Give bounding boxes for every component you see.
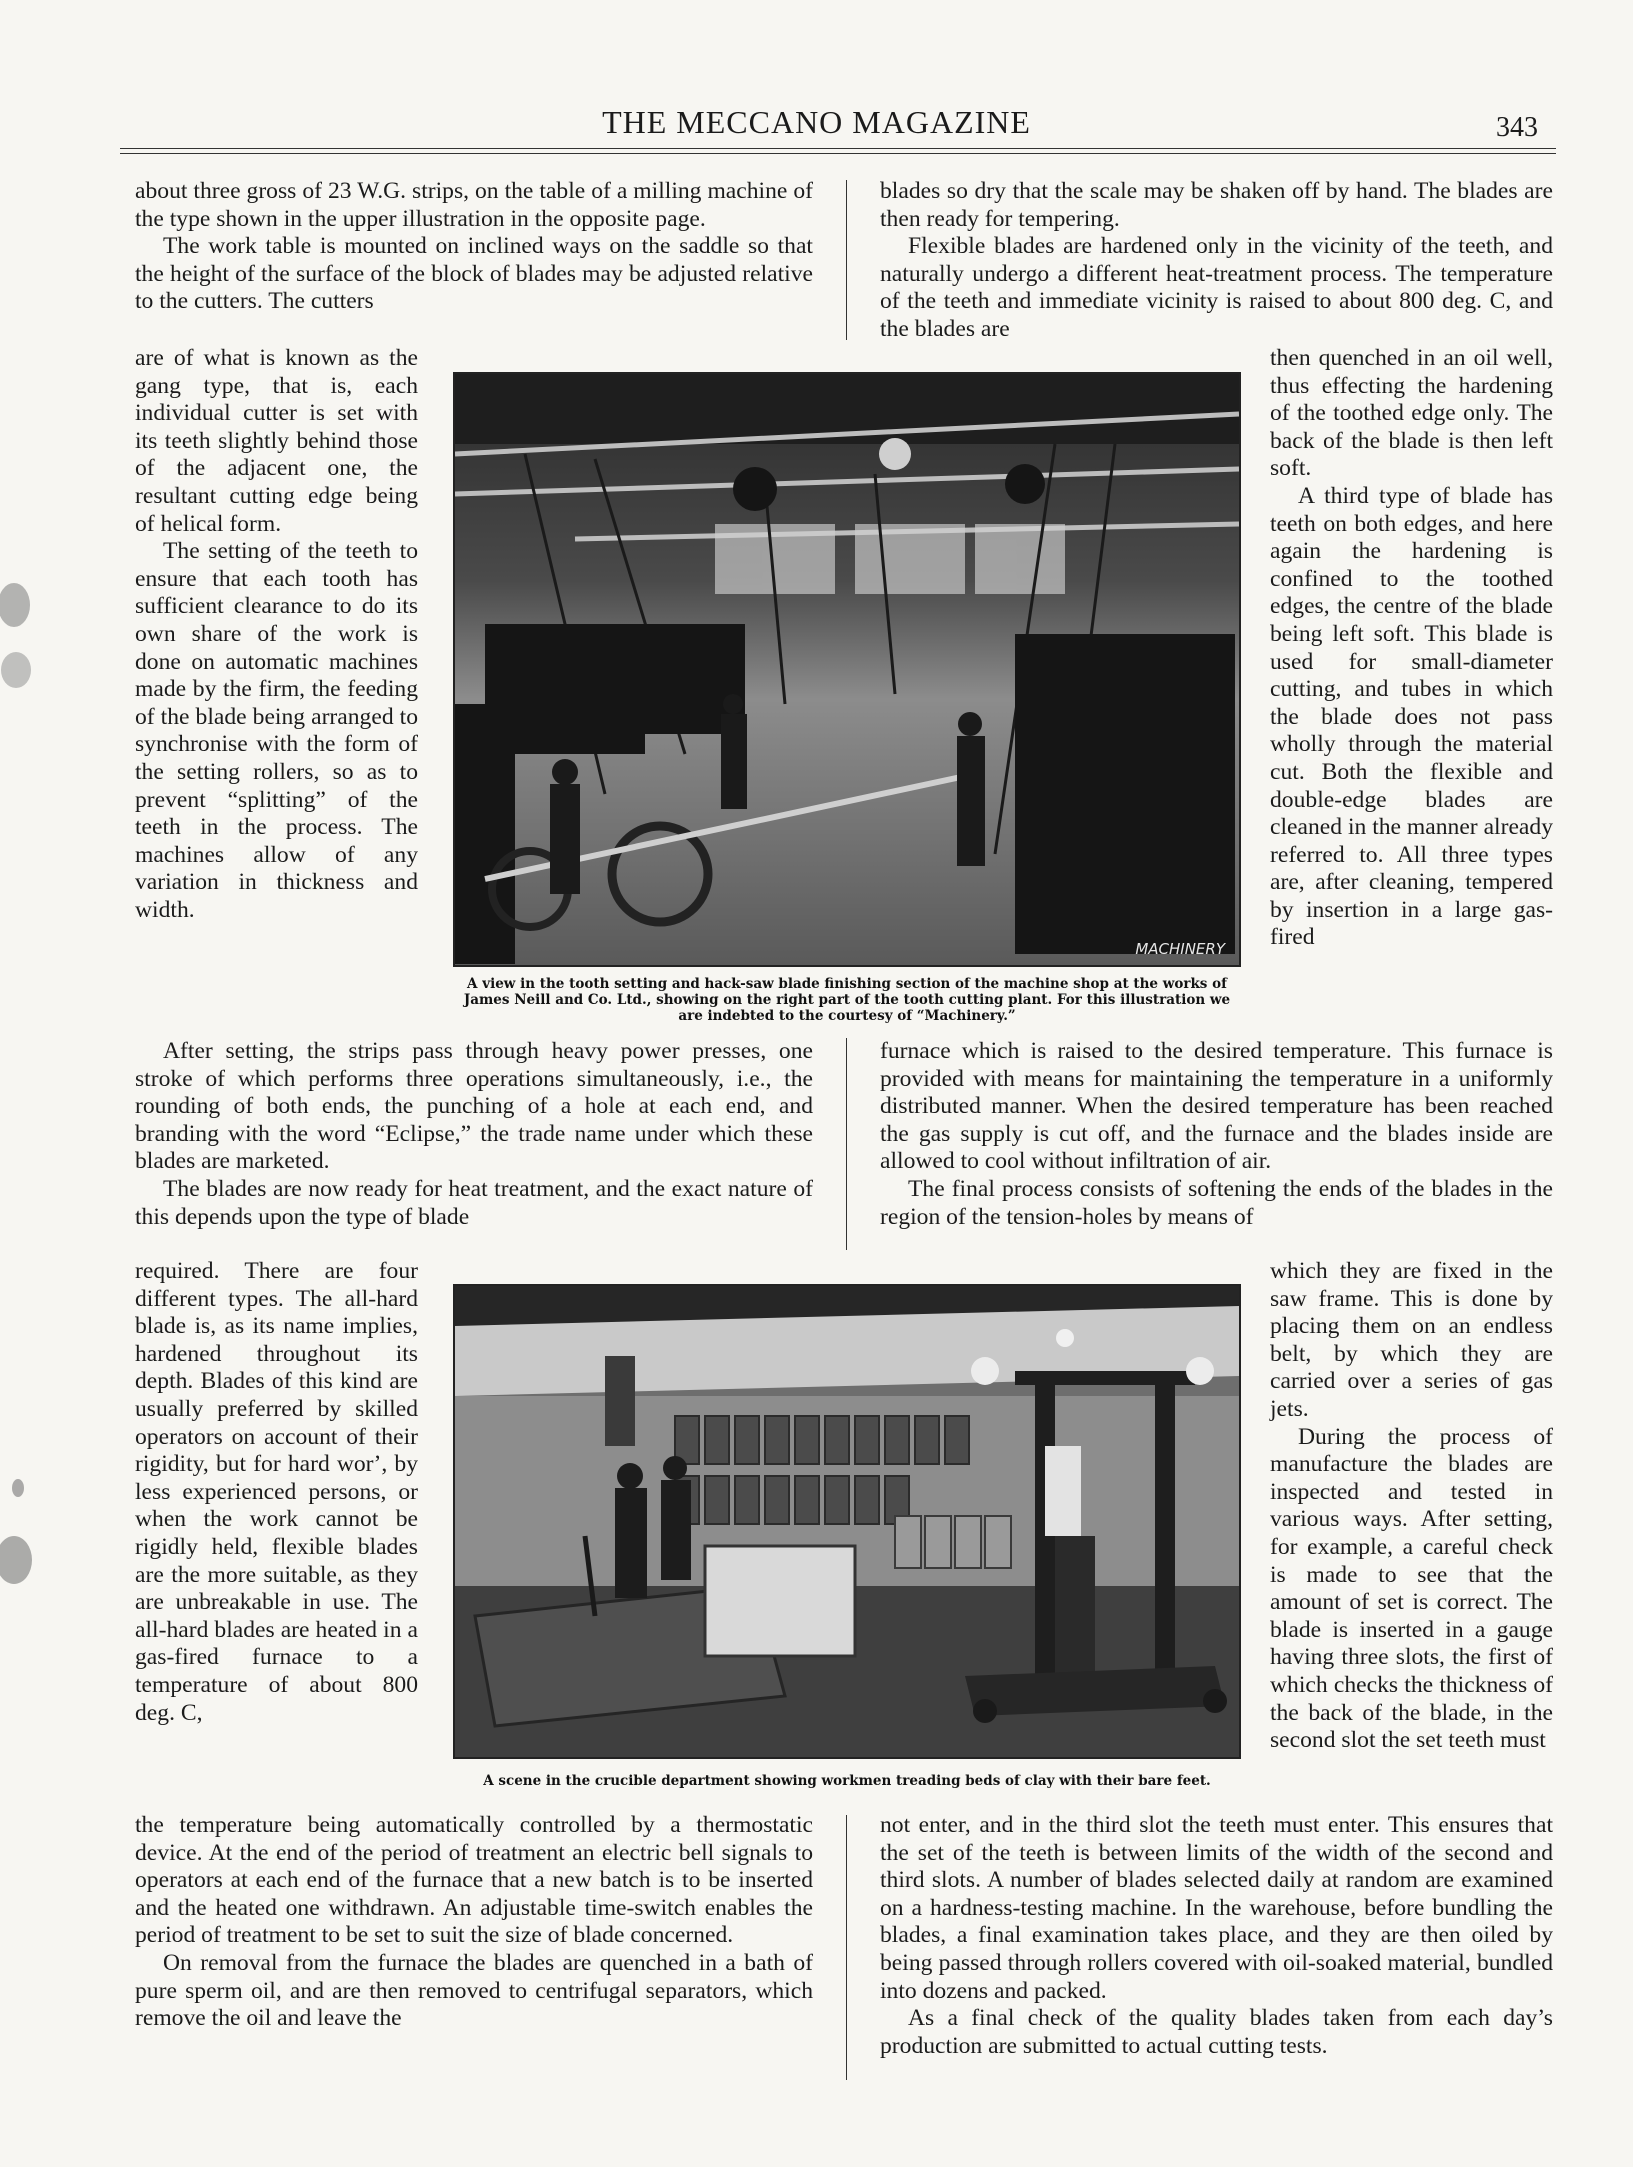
left-column-top-text <box>135 178 813 316</box>
left-column-middle-text <box>135 1038 813 1231</box>
crucible-department-photo-caption: A scene in the crucible department showing workmen treading beds of clay with their bare feet. <box>483 1773 1211 1789</box>
paragraph: During the process of manufacture the blades are inspected and tested in various ways. After setting, for example, a careful check is made to see that the amount of set is correct. The blade is inserted in a gauge having three slots, the first of which checks the thickness of the back of the blade, in the second slot the set teeth must <box>1270 1423 1553 1754</box>
right-column-top-text <box>880 178 1553 344</box>
column-divider <box>846 180 847 340</box>
paragraph: about three gross of 23 W.G. strips, on the table of a milling machine of the type shown in the upper illustration in the opposite page. <box>135 178 813 232</box>
column-divider <box>846 1038 847 1250</box>
machine-shop-photo <box>453 372 1241 967</box>
right-column-text-beside-photo <box>1270 1258 1553 1755</box>
left-column-bottom-text <box>135 1812 813 2033</box>
left-column-text-beside-photo <box>135 1258 418 1727</box>
binding-hole-shadow <box>0 1470 46 1620</box>
column-divider <box>846 1815 847 2080</box>
right-column-middle-text <box>880 1038 1553 1231</box>
machine-shop-photo-caption: A view in the tooth setting and hack-saw blade finishing section of the machine shop at the works of James Neill and Co. Ltd., showing on the right part of the tooth cutting plant. For this illustration we are indebted to the courtesy of “Machinery.” <box>463 976 1231 1024</box>
page-number: 343 <box>1496 112 1538 143</box>
paragraph: are of what is known as the gang type, that is, each individual cutter is set with its teeth slightly behind those of the adjacent one, the resultant cutting edge being of helical form. <box>135 345 418 537</box>
paragraph: As a final check of the quality blades taken from each day’s production are submitted to actual cutting tests. <box>880 2005 1553 2059</box>
paragraph: The setting of the teeth to ensure that each tooth has sufficient clearance to do its own share of the work is done on automatic machines made by the firm, the feeding of the blade being arranged to synchronise with the form of the setting rollers, so as to prevent “splitting” of the teeth in the process. The machines allow of any variation in thickness and width. <box>135 538 418 923</box>
right-column-text-beside-photo <box>1270 345 1553 952</box>
paragraph: The blades are now ready for heat treatment, and the exact nature of this depends upon the type of blade <box>135 1175 813 1230</box>
paragraph: A third type of blade has teeth on both edges, and here again the hardening is confined to the toothed edges, the centre of the blade being left soft. This blade is used for small-diameter cutting, and tubes in which the blade does not pass wholly through the material cut. Both the flexible and double-edge blades are cleaned in the manner already referred to. All three types are, after cleaning, tempered by insertion in a large gas-fired <box>1270 482 1553 951</box>
paragraph: the temperature being automatically controlled by a thermostatic device. At the end of the period of treatment an electric bell signals to operators at each end of the furnace that a new batch is to be inserted and the heated one withdrawn. An adjustable time-switch enables the period of treatment to be set to suit the size of blade concerned. <box>135 1812 813 1949</box>
magazine-title: THE MECCANO MAGAZINE <box>602 104 1031 140</box>
paragraph: furnace which is raised to the desired temperature. This furnace is provided with means for maintaining the temperature in a uniformly distributed manner. When the desired temperature has been reached the gas supply is cut off, and the furnace and the blades inside are allowed to cool without infiltration of air. <box>880 1038 1553 1175</box>
paragraph: not enter, and in the third slot the teeth must enter. This ensures that the set of the teeth is between limits of the width of the second and third slots. A number of blades selected daily at random are examined on a hardness-testing machine. In the warehouse, before bundling the blades, a final examination takes place, and they are then oiled by being passed through rollers covered with oil-soaked material, bundled into dozens and packed. <box>880 1812 1553 2004</box>
left-column-text-beside-photo <box>135 345 418 924</box>
paragraph: On removal from the furnace the blades are quenched in a bath of pure sperm oil, and are then removed to centrifugal separators, which remove the oil and leave the <box>135 1949 813 2032</box>
paragraph: Flexible blades are hardened only in the vicinity of the teeth, and naturally undergo a different heat-treatment process. The temperature of the teeth and immediate vicinity is raised to about 800 deg. C, and the blades are <box>880 233 1553 342</box>
machine-shop-illustration <box>455 374 1239 965</box>
binding-hole-shadow <box>0 560 46 710</box>
photo-credit: MACHINERY <box>1135 940 1225 958</box>
paragraph: The final process consists of softening the ends of the blades in the region of the tension-holes by means of <box>880 1175 1553 1230</box>
header-rule-bottom <box>120 153 1556 154</box>
paragraph: required. There are four different types. The all-hard blade is, as its name implies, hardened throughout its depth. Blades of this kind are usually preferred by skilled operators on account of their rigidity, but for hard worʼ, by less experienced persons, or when the work cannot be rigidly held, flexible blades are the more suitable, as they are unbreakable in use. The all-hard blades are heated in a gas-fired furnace to a temperature of about 800 deg. C, <box>135 1258 418 1726</box>
right-column-bottom-text <box>880 1812 1553 2060</box>
paragraph: The work table is mounted on inclined ways on the saddle so that the height of the surface of the block of blades may be adjusted relative to the cutters. The cutters <box>135 233 813 315</box>
crucible-department-photo <box>453 1284 1241 1759</box>
paragraph: then quenched in an oil well, thus effecting the hardening of the toothed edge only. The back of the blade is then left soft. <box>1270 345 1553 482</box>
crucible-department-illustration <box>455 1286 1239 1757</box>
paragraph: blades so dry that the scale may be shaken off by hand. The blades are then ready for tempering. <box>880 178 1553 232</box>
header-rule-top <box>120 148 1556 149</box>
paragraph: After setting, the strips pass through heavy power presses, one stroke of which performs three operations simultaneously, i.e., the rounding of both ends, the punching of a hole at each end, and branding with the word “Eclipse,” the trade name under which these blades are marketed. <box>135 1038 813 1175</box>
paragraph: which they are fixed in the saw frame. This is done by placing them on an endless belt, by which they are carried over a series of gas jets. <box>1270 1258 1553 1422</box>
